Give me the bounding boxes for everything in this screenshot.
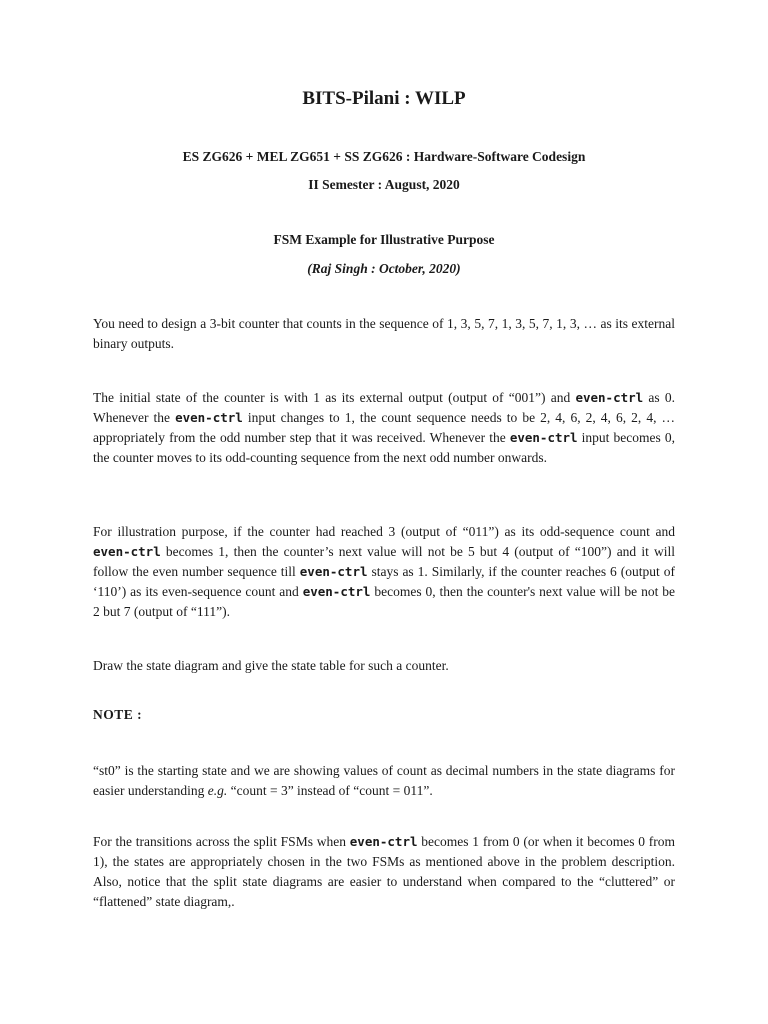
paragraph-text: input becomes 0, the counter moves to its odd-counting sequence from the next odd number onwards. xyxy=(93,430,676,465)
paragraph-text: The initial state of the counter is with 1 as its external output (output of “001”) and xyxy=(93,390,576,405)
paragraph-text: stays as 1. Similarly, if the counter reaches 6 (output of ‘110’) as its even-sequence count and xyxy=(93,564,675,599)
emphasis-text: e.g. xyxy=(207,783,228,798)
paragraph-text: becomes 1 from 0 (or when it becomes 0 from 1), the states are appropriately chosen in the two FSMs as mentioned above in the problem description. Also, notice that the split state diagrams are easier to understand when compared to the “cluttered” or “flattened” state diagram,. xyxy=(93,834,675,909)
author-line: (Raj Singh : October, 2020) xyxy=(307,261,461,276)
course-line: ES ZG626 + MEL ZG651 + SS ZG626 : Hardware-Software Codesign xyxy=(182,149,586,164)
paragraph-text: as 0. Whenever the xyxy=(93,390,676,425)
document-title: BITS-Pilani : WILP xyxy=(302,88,466,109)
paragraph-note-st0 xyxy=(93,761,675,801)
code-even-ctrl: even-ctrl xyxy=(175,410,243,425)
paragraph-problem xyxy=(93,314,675,354)
code-even-ctrl: even-ctrl xyxy=(575,390,644,405)
code-even-ctrl: even-ctrl xyxy=(349,834,418,849)
paragraph-text: becomes 1, then the counter’s next value will not be 5 but 4 (output of “100”) and it will follow the even number sequence till xyxy=(93,544,675,579)
code-even-ctrl: even-ctrl xyxy=(299,564,368,579)
paragraph-text: For illustration purpose, if the counter had reached 3 (output of “011”) as its odd-sequence count and xyxy=(93,524,675,539)
paragraph-text: Draw the state diagram and give the state table for such a counter. xyxy=(93,658,449,673)
note-heading: NOTE : xyxy=(93,707,143,722)
paragraph-text: You need to design a 3-bit counter that counts in the sequence of 1, 3, 5, 7, 1, 3, 5, 7, 1, 3, … as its external binary outputs. xyxy=(93,316,675,351)
example-title: FSM Example for Illustrative Purpose xyxy=(273,232,495,247)
code-even-ctrl: even-ctrl xyxy=(302,584,371,599)
paragraph-illustration xyxy=(93,522,675,622)
paragraph-text: input changes to 1, the count sequence needs to be 2, 4, 6, 2, 4, 6, 2, 4, … appropriately from the odd number step that it was received. Whenever the xyxy=(93,410,675,445)
paragraph-initial-state xyxy=(93,388,675,468)
paragraph-text: For the transitions across the split FSMs when xyxy=(93,834,350,849)
paragraph-split-fsm xyxy=(93,832,675,912)
code-even-ctrl: even-ctrl xyxy=(509,430,578,445)
paragraph-text: becomes 0, then the counter's next value will be not be 2 but 7 (output of “111”). xyxy=(93,584,675,619)
paragraph-task xyxy=(93,656,675,676)
semester-line: II Semester : August, 2020 xyxy=(308,177,460,192)
code-even-ctrl: even-ctrl xyxy=(93,544,161,559)
paragraph-text: “count = 3” instead of “count = 011”. xyxy=(227,783,433,798)
paragraph-text: “st0” is the starting state and we are showing values of count as decimal numbers in the state diagrams for easier understanding xyxy=(93,763,675,798)
